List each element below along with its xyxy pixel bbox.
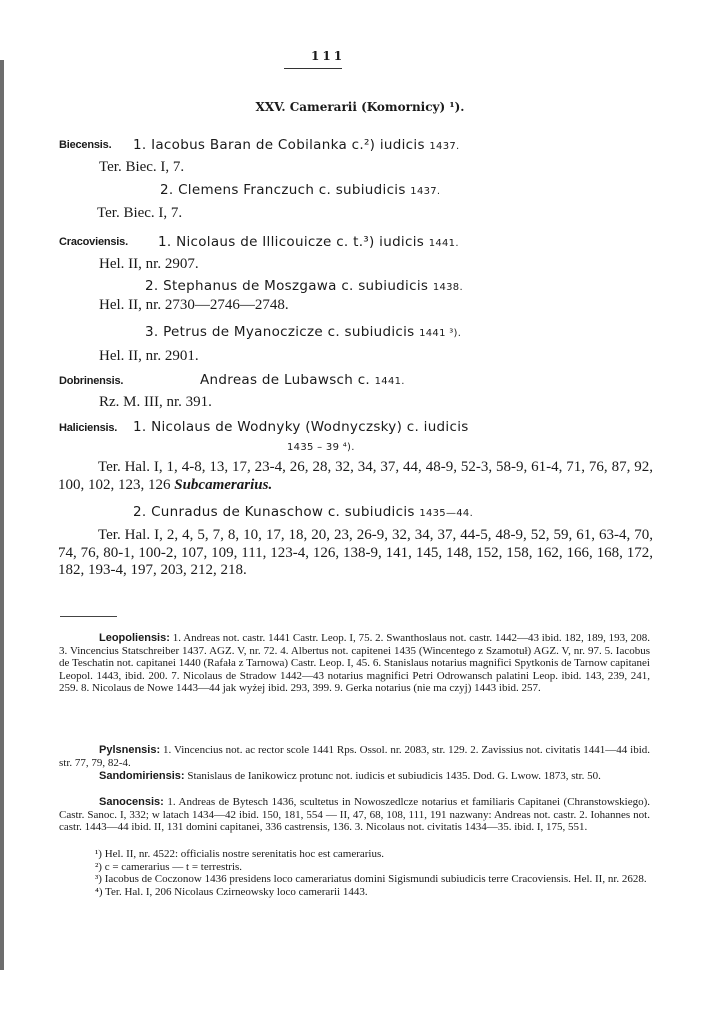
section-title: XXV. Camerarii (Komornicy) ¹).: [255, 100, 465, 114]
citation-biec-2: Ter. Biec. I, 7.: [97, 205, 183, 221]
footnote-head: Leopoliensis:: [99, 632, 170, 644]
paragraph-hal-1: [58, 459, 653, 494]
footnote-text: 1. Andreas de Bytesch 1436, scultetus in Nowoszedlcze notarius et familiaris Capitanei (Chranstowskiego). Castr. Sanoc. I, 332; w latach 1434—42 ibid. 150, 181, 554 — II, 47, 68, 108, 111, 191 nazwany: Andreas not. castr. 2. Iohannes not. castr. 1443—44 ibid. II, 131 domini capitanei, 336 castrensis, 136. 3. Nicolaus not. civitatis 1434—35. ibid. I, 175, 551.: [59, 796, 650, 833]
entry-year: 1441.: [428, 238, 459, 249]
paragraph-hal-2: Ter. Hal. I, 2, 4, 5, 7, 8, 10, 17, 18, 20, 23, 26-9, 32, 34, 37, 44-5, 48-9, 52, 59, 61, 63-4, 70, 74, 76, 80-1, 100-2, 107, 109, 111, 123-4, 126, 138-9, 141, 145, 148, 152, 158, 162, 166, 168, 172, 182, 193-4, 197, 203, 212, 218.: [58, 527, 653, 578]
entry-text: 2. Stephanus de Moszgawa c. subiudicis: [145, 278, 429, 294]
citation-biec-1: Ter. Biec. I, 7.: [99, 159, 185, 175]
entry-year: 1435—44.: [419, 508, 474, 519]
entry-crac-2: [145, 278, 463, 294]
footnote-1: ¹) Hel. II, nr. 4522: officialis nostre serenitatis hoc est camerarius.: [95, 848, 385, 860]
region-label-biecensis: Biecensis.: [59, 139, 112, 151]
footnote-text: 1. Andreas not. castr. 1441 Castr. Leop. I, 75. 2. Swanthoslaus not. castr. 1442—43 ibid. 182, 189, 193, 208. 3. Vincencius Statschreiber 1437. AGZ. V, nr. 72. 4. Albertus not. capitenei 1435 (Wincentego z Szamotuł) AGZ. V, nr. 97. 5. Iacobus de Teschatin not. capitanei 1440 (Rafała z Tarnowa) Castr. Leop. I, 45. 6. Stanislaus notarius magnifici Spytkonis de Tarnow capitanei Leopol. 1443, ibid. 200. 7. Nicolaus de Stradow 1442—43 notarius magnifici Petri Odrowansch palatini Leop. ibid. 143, 239, 241, 259. 8. Nicolaus de Nowe 1443—44 jak wyżej ibid. 293, 399. 9. Gerka notarius (nie ma czyj) 1443 ibid. 257.: [59, 632, 651, 694]
entry-hal-1: 1. Nicolaus de Wodnyky (Wodnyczsky) c. iudicis: [133, 419, 469, 435]
footnote-sanocensis: [59, 796, 650, 834]
footnote-sandomiriensis: [59, 770, 650, 783]
citation-dobr-1: Rz. M. III, nr. 391.: [99, 394, 212, 410]
citation-crac-1: Hel. II, nr. 2907.: [99, 256, 199, 272]
footnote-separator: [60, 616, 117, 617]
footnote-4: ⁴) Ter. Hal. I, 206 Nicolaus Czirneowsky loco camerarii 1443.: [95, 885, 368, 898]
entry-year: 1437.: [429, 141, 460, 152]
footnote-head: Pylsnensis:: [99, 744, 161, 756]
footnote-text: Stanislaus de Ianikowicz protunc not. iudicis et subiudicis 1435. Dod. G. Lwow. 1873, str. 50.: [187, 770, 601, 782]
entry-text: 2. Clemens Franczuch c. subiudicis: [160, 182, 406, 198]
footnote-pylsnensis: [59, 744, 650, 769]
entry-text: 1. Nicolaus de Illicouicze c. t.³) iudicis: [158, 234, 425, 250]
region-label-haliciensis: Haliciensis.: [59, 422, 118, 434]
italic-term: Subcamerarius.: [174, 476, 273, 493]
entry-text: Andreas de Lubawsch c.: [200, 372, 371, 388]
footnote-notes: [59, 848, 650, 898]
footnote-head: Sandomiriensis:: [99, 770, 185, 782]
footnote-2: ²) c = camerarius — t = terrestris.: [95, 860, 243, 873]
entry-biec-1: [133, 137, 460, 153]
footnote-3: ³) Iacobus de Coczonow 1436 presidens loco camerariatus domini Sigismundi subiudicis terre Cracoviensis. Hel. II, nr. 2628.: [95, 873, 647, 885]
entry-dobr-1: [200, 372, 405, 388]
entry-text: 2. Cunradus de Kunaschow c. subiudicis: [133, 504, 415, 520]
entry-year: 1441 ³).: [419, 328, 462, 339]
entry-text: 1. Iacobus Baran de Cobilanka c.²) iudicis: [133, 137, 425, 153]
entry-year: 1438.: [432, 282, 463, 293]
region-label-dobrinensis: Dobrinensis.: [59, 375, 124, 387]
entry-year: 1435 – 39 ⁴).: [287, 442, 355, 453]
entry-hal-2: [133, 504, 473, 520]
entry-year: 1437.: [410, 186, 441, 197]
entry-crac-3: [145, 324, 461, 340]
entry-biec-2: [160, 182, 440, 198]
citation-crac-2: Hel. II, nr. 2730—2746—2748.: [99, 297, 289, 313]
entry-text: 3. Petrus de Myanoczicze c. subiudicis: [145, 324, 415, 340]
entry-year: 1441.: [374, 376, 405, 387]
region-label-cracoviensis: Cracoviensis.: [59, 236, 128, 248]
page-number: 111: [311, 49, 346, 63]
page-number-rule: [284, 68, 342, 69]
footnote-head: Sanocensis:: [99, 796, 164, 808]
page-edge-shadow: [0, 60, 4, 970]
entry-hal-1-years: [287, 438, 355, 454]
footnote-leopoliensis: [59, 632, 650, 695]
paragraph-text: Ter. Hal. I, 1, 4-8, 13, 17, 23-4, 26, 28, 32, 34, 37, 44, 48-9, 52-3, 58-9, 61-4, 71, 76, 87, 92, 100, 102, 123, 126: [58, 459, 653, 493]
footnote-text: 1. Vincencius not. ac rector scole 1441 Rps. Ossol. nr. 2083, str. 129. 2. Zavissius not. civitatis 1441—44 ibid. str. 77, 79, 82-4.: [59, 744, 651, 769]
citation-crac-3: Hel. II, nr. 2901.: [99, 348, 199, 364]
entry-crac-1: [158, 234, 459, 250]
